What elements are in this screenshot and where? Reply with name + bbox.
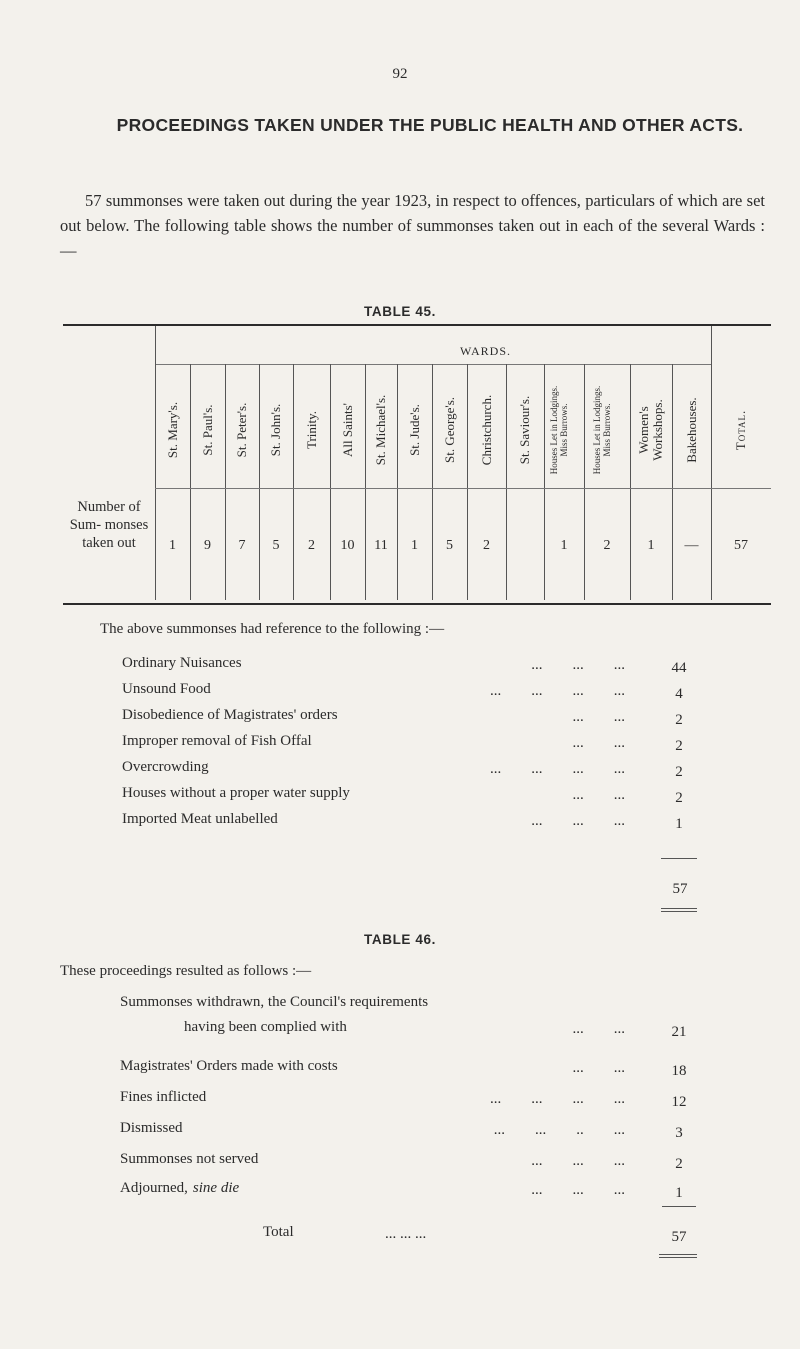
reference-count: 2	[675, 790, 683, 806]
column-header: St. Mary's.	[164, 401, 180, 459]
column-header: St. Jude's.	[406, 404, 422, 456]
ward-count: 9	[204, 538, 211, 553]
result-label	[120, 1089, 206, 1106]
column-divider	[225, 364, 226, 600]
ward-count: 7	[238, 538, 246, 553]
wards-header-rule	[155, 364, 711, 365]
column-header: All Saints'	[339, 403, 355, 457]
subtotal-rule	[661, 858, 697, 859]
result-label-continuation: having been complied with	[184, 1019, 347, 1035]
column-header: St. Michael's.	[373, 394, 388, 466]
ward-count: 2	[483, 538, 490, 553]
result-count: 21	[671, 1024, 687, 1040]
page-title: PROCEEDINGS TAKEN UNDER THE PUBLIC HEALTH AND OTHER ACTS.	[116, 115, 744, 135]
column-divider	[330, 364, 331, 600]
column-divider	[584, 364, 585, 600]
ward-count: 10	[340, 538, 355, 553]
ward-count: 57	[734, 538, 748, 553]
column-divider	[190, 364, 191, 600]
leader-dots: ... ... ...	[531, 813, 625, 829]
table-top-rule	[63, 324, 771, 326]
column-divider	[630, 364, 631, 600]
ward-count: 2	[308, 538, 315, 553]
result-label-text: Magistrates' Orders made with costs	[120, 1058, 338, 1074]
leader-dots: ... ...	[572, 787, 625, 803]
result-label	[120, 994, 428, 1011]
ward-count: 5	[446, 538, 453, 553]
ward-count: —	[684, 538, 699, 553]
page-number: 92	[392, 66, 408, 82]
ward-count: 2	[603, 538, 611, 553]
column-divider	[259, 364, 260, 600]
leader-dots: ... ... ...	[531, 657, 625, 673]
references-total: 57	[672, 881, 688, 897]
result-label-text: Summonses not served	[120, 1151, 259, 1167]
leader-dots: ... ...	[572, 1060, 625, 1076]
leader-dots: ... ...	[572, 709, 625, 725]
column-header: Bakehouses.	[683, 397, 699, 463]
column-divider	[365, 364, 366, 600]
result-count: 18	[671, 1063, 687, 1079]
column-divider	[544, 364, 545, 600]
ward-count: 1	[169, 538, 176, 553]
reference-count: 1	[675, 816, 683, 832]
ward-count: 1	[411, 538, 418, 553]
result-count: 3	[675, 1125, 683, 1141]
leader-dots: ... ... .. ...	[493, 1122, 625, 1138]
table-46-intro: These proceedings resulted as follows :—	[60, 963, 312, 979]
result-count: 1	[675, 1185, 683, 1201]
double-rule-bottom	[659, 1257, 697, 1258]
reference-label: Imported Meat unlabelled	[122, 811, 278, 827]
column-divider	[672, 364, 673, 600]
leader-dots: ... ... ... ...	[490, 683, 625, 699]
column-divider	[293, 364, 294, 600]
column-header: Christchurch.	[478, 394, 494, 466]
ward-count: 1	[560, 538, 568, 553]
double-rule-top	[661, 908, 697, 909]
reference-label: Unsound Food	[122, 681, 211, 697]
result-label-text: Fines inflicted	[120, 1089, 207, 1105]
double-rule-bottom	[661, 911, 697, 912]
column-divider	[155, 326, 156, 600]
reference-count: 2	[675, 764, 683, 780]
leader-dots: ... ... ... ...	[490, 1091, 625, 1107]
double-rule-top	[659, 1254, 697, 1255]
reference-count: 2	[675, 738, 683, 754]
result-label-text: Adjourned,	[120, 1180, 188, 1196]
reference-label: Ordinary Nuisances	[122, 655, 242, 671]
column-header: St. George's.	[441, 397, 457, 464]
column-header: Houses Let in Lodgings. Miss Burrows.	[549, 385, 569, 475]
column-header: Women's Workshops.	[636, 399, 665, 461]
column-header: St. Peter's.	[234, 402, 249, 458]
table-46-title: TABLE 46.	[364, 932, 436, 947]
header-bottom-rule	[155, 488, 771, 489]
result-label-text: Dismissed	[120, 1120, 183, 1136]
column-header: St. John's.	[268, 403, 283, 457]
reference-count: 2	[675, 712, 683, 728]
result-label-italic: sine die	[192, 1180, 240, 1196]
reference-label: Improper removal of Fish Offal	[122, 733, 312, 749]
row-label: Number of Sum- monses taken out	[69, 499, 149, 551]
result-count: 2	[675, 1156, 683, 1172]
table-bottom-rule	[63, 603, 771, 605]
column-header: Trinity.	[303, 410, 319, 450]
leader-dots: ... ... ... ...	[490, 761, 625, 777]
result-label-text: Summonses withdrawn, the Council's requirements	[120, 994, 429, 1010]
reference-label: Houses without a proper water supply	[122, 785, 350, 801]
leader-dots: ... ... ...	[531, 1153, 625, 1169]
reference-label: Disobedience of Magistrates' orders	[122, 707, 338, 723]
column-divider	[711, 326, 712, 600]
ward-count: 11	[374, 538, 388, 553]
leader-dots: ... ... ...	[531, 1182, 625, 1198]
column-divider	[467, 364, 468, 600]
result-count: 12	[671, 1094, 687, 1110]
leader-dots: ... ...	[572, 1021, 625, 1037]
leader-dots: ... ...	[572, 735, 625, 751]
wards-group-header: WARDS.	[460, 344, 512, 358]
intro-paragraph: 57 summonses were taken out during the year 1923, in respect to offences, particulars of which are set out below. The following table shows the number of summonses taken out in each of the several Wards :—	[60, 191, 765, 260]
total-rule	[662, 1206, 696, 1207]
column-divider	[397, 364, 398, 600]
ward-count: 1	[647, 538, 655, 553]
column-divider	[432, 364, 433, 600]
reference-count: 44	[671, 660, 687, 676]
column-divider	[506, 364, 507, 600]
reference-label: Overcrowding	[122, 759, 209, 775]
table-45-title: TABLE 45.	[364, 304, 436, 319]
result-label	[120, 1151, 258, 1168]
reference-intro: The above summonses had reference to the following :—	[100, 621, 445, 637]
result-label	[120, 1058, 338, 1075]
total-dots: ... ... ...	[385, 1226, 427, 1242]
result-label	[120, 1120, 183, 1137]
column-header: Houses Let in Lodgings. Miss Burrows.	[592, 385, 612, 475]
column-header: St. Saviour's.	[517, 395, 532, 465]
column-header: St. Paul's.	[199, 404, 215, 456]
result-label	[120, 1180, 239, 1197]
results-total: 57	[671, 1229, 687, 1245]
column-header: Total.	[733, 409, 748, 451]
reference-count: 4	[675, 686, 683, 702]
total-label: Total	[263, 1224, 294, 1240]
ward-count: 5	[272, 538, 280, 553]
